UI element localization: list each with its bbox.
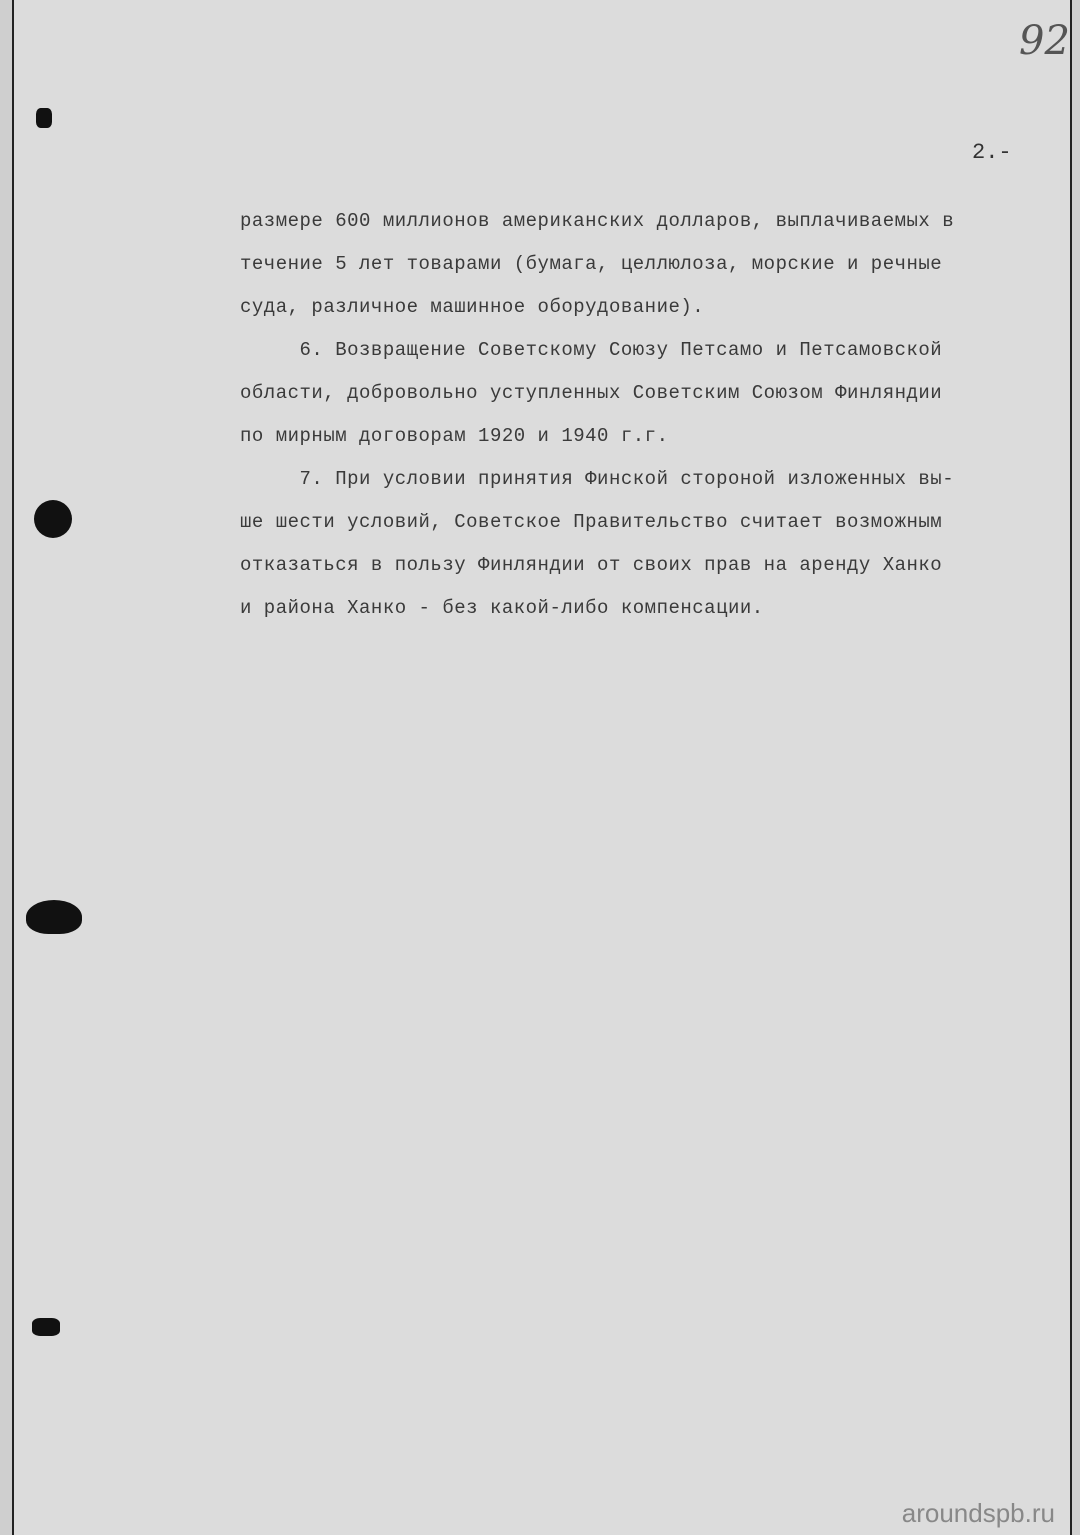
text-line: суда, различное машинное оборудование). — [240, 296, 705, 318]
punch-hole — [36, 108, 52, 128]
punch-hole — [26, 900, 82, 934]
body-text — [240, 200, 1040, 630]
text-line: отказаться в пользу Финляндии от своих прав на аренду Ханко — [240, 554, 943, 576]
text-line: и района Ханко - без какой-либо компенсации. — [240, 597, 764, 619]
text-line: области, добровольно уступленных Советским Союзом Финляндии — [240, 382, 943, 404]
text-line: по мирным договорам 1920 и 1940 г.г. — [240, 425, 669, 447]
punch-hole — [32, 1318, 60, 1336]
text-line: ше шести условий, Советское Правительство считает возможным — [240, 511, 943, 533]
text-line: размере 600 миллионов американских долларов, выплачиваемых в — [240, 210, 955, 232]
text-line: 6. Возвращение Советскому Союзу Петсамо и Петсамовской — [240, 339, 943, 361]
page-number: 2.- — [972, 140, 1012, 165]
watermark: aroundspb.ru — [901, 1498, 1055, 1528]
document-page — [12, 0, 1072, 1535]
handwritten-folio: 92 — [1019, 18, 1070, 64]
text-line: течение 5 лет товарами (бумага, целлюлоза, морские и речные — [240, 253, 943, 275]
text-line: 7. При условии принятия Финской стороной изложенных вы- — [240, 468, 955, 490]
punch-hole — [34, 500, 72, 538]
